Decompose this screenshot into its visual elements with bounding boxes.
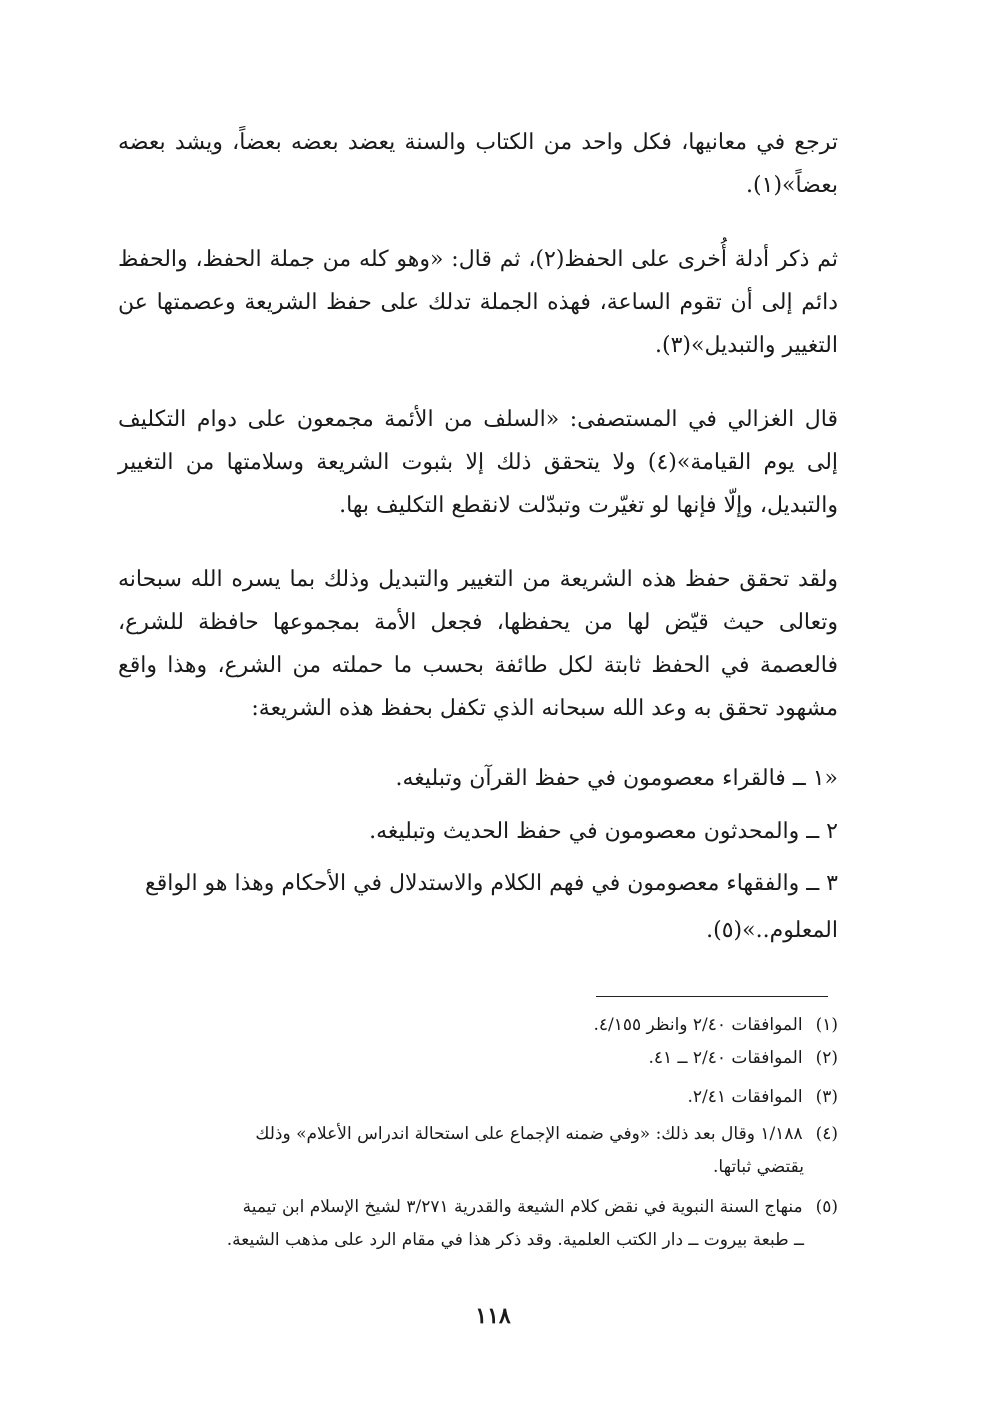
footnote-label: (٣) <box>815 1087 838 1107</box>
list-item-number: ٣ ــ <box>806 871 838 896</box>
list-item <box>118 860 838 954</box>
footnote-continuation: يقتضي ثباتها. <box>713 1157 804 1177</box>
list-item-number: ٢ ــ <box>806 819 838 844</box>
footnote-text: الموافقات ٢/٤١. <box>687 1087 803 1107</box>
footnote <box>118 1118 838 1184</box>
footnote-text: الموافقات ٢/٤٠ ــ ٤١. <box>648 1048 803 1068</box>
footnote-separator <box>596 996 828 997</box>
paragraph-1: ترجع في معانيها، فكل واحد من الكتاب والسنة يعضد بعضه بعضاً، ويشد بعضه بعضاً»(١). <box>118 130 838 198</box>
paragraph-3: قال الغزالي في المستصفى: «السلف من الأئمة مجمعون على دوام التكليف إلى يوم القيامة»(٤) ولا يتحقق ذلك إلا بثبوت الشريعة وسلامتها من التغيير والتبديل، وإلّا فإنها لو تغيّرت وتبدّلت لانقطع التكليف بها. <box>118 407 839 518</box>
footnote-text: منهاج السنة النبوية في نقض كلام الشيعة والقدرية ٣/٢٧١ لشيخ الإسلام ابن تيمية <box>242 1197 803 1217</box>
footnote-continuation: ــ طبعة بيروت ــ دار الكتب العلمية. وقد ذكر هذا في مقام الرد على مذهب الشيعة. <box>226 1230 804 1250</box>
paragraph-2: ثم ذكر أدلة أُخرى على الحفظ(٢)، ثم قال: «وهو كله من جملة الحفظ، والحفظ دائم إلى أن تقوم الساعة، فهذه الجملة تدلك على حفظ الشريعة وعصمتها عن التغيير والتبديل»(٣). <box>118 247 838 358</box>
footnote-text: الموافقات ٢/٤٠ وانظر ٤/١٥٥. <box>593 1015 803 1035</box>
footnote-label: (١) <box>815 1015 838 1035</box>
page-number: ١١٨ <box>475 1303 511 1329</box>
list-item-text: والمحدثون معصومون في حفظ الحديث وتبليغه. <box>369 819 800 844</box>
footnote <box>118 1191 838 1257</box>
footnote <box>118 1042 838 1075</box>
paragraph-4: ولقد تحقق حفظ هذه الشريعة من التغيير والتبديل وذلك بما يسره الله سبحانه وتعالى حيث قيّض لها من يحفظها، فجعل الأمة بمجموعها حافظة للشرع، فالعصمة في الحفظ ثابتة لكل طائفة بحسب ما حملته من الشرع، وهذا واقع مشهود تحقق به وعد الله سبحانه الذي تكفل بحفظ هذه الشريعة: <box>118 567 838 721</box>
footnote-label: (٢) <box>815 1048 838 1068</box>
list-item-number: «١ ــ <box>792 766 838 791</box>
list-item <box>118 808 838 855</box>
footnote-label: (٤) <box>815 1124 838 1144</box>
list-item-text: والفقهاء معصومون في فهم الكلام والاستدلال في الأحكام وهذا هو الواقع المعلوم..»(٥). <box>145 871 838 943</box>
footnote <box>118 1009 838 1042</box>
footnote-label: (٥) <box>815 1197 838 1217</box>
footnote-text: ١/١٨٨ وقال بعد ذلك: «وفي ضمنه الإجماع على استحالة اندراس الأعلام» وذلك <box>255 1124 803 1144</box>
footnote <box>118 1081 838 1114</box>
list-item-text: فالقراء معصومون في حفظ القرآن وتبليغه. <box>395 766 786 791</box>
list-item <box>118 755 838 802</box>
